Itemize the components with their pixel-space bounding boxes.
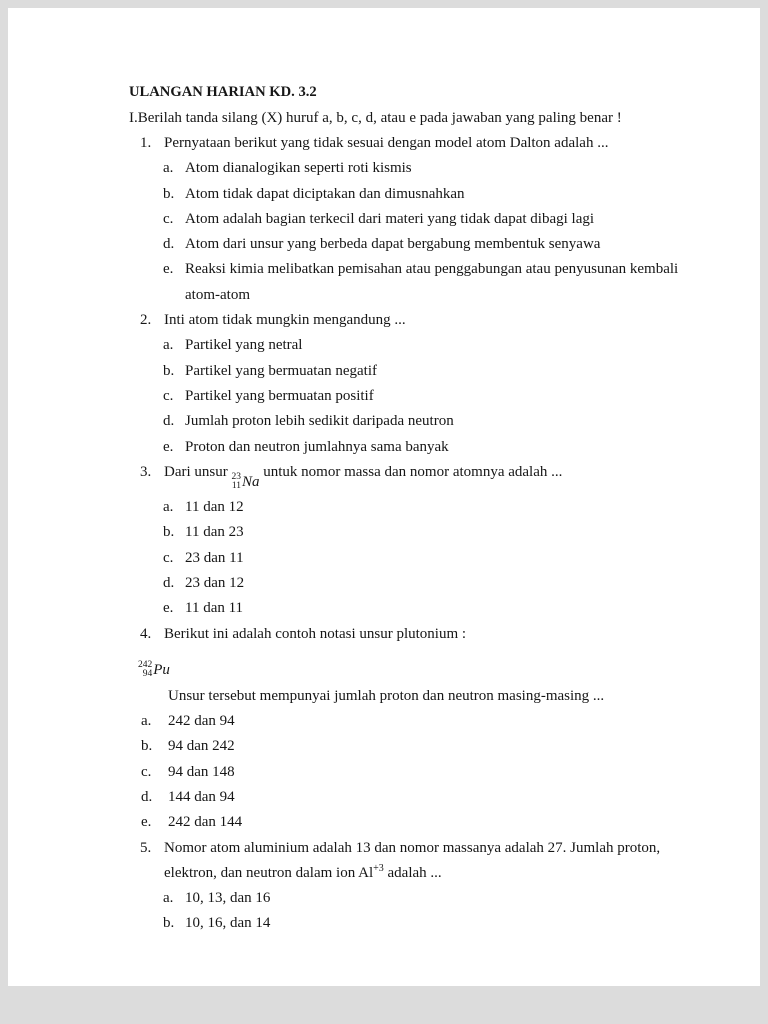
question-row [129,622,680,647]
question-row [129,460,680,495]
question-number: 5. [140,839,152,856]
option-letter: d. [163,236,175,253]
option-text: Partikel yang bermuatan positif [185,387,374,404]
option-row [129,734,680,759]
option-text: Atom dianalogikan seperti roti kismis [185,160,412,177]
question-number: 4. [140,625,152,642]
document-title: ULANGAN HARIAN KD. 3.2 [129,84,317,100]
option-letter: c. [141,763,152,780]
option-text: Reaksi kimia melibatkan pemisahan atau penggabungan atau penyusunan kembali atom-atom [185,261,679,303]
option-text: 11 dan 11 [185,600,244,617]
option-text: 23 dan 11 [185,549,244,566]
question-continuation: Unsur tersebut mempunyai jumlah proton dan neutron masing-masing ... [168,687,605,704]
option-letter: b. [141,738,153,755]
option-text: Atom adalah bagian terkecil dari materi yang tidak dapat dibagi lagi [185,210,595,227]
option-letter: a. [163,337,174,354]
option-letter: d. [163,413,175,430]
question-text: Dari unsur 23 11 Na untuk nomor massa dan nomor atomnya adalah ... [164,460,680,495]
option-row [129,207,680,232]
nuclide-stack [232,473,242,492]
option-letter: c. [163,387,174,404]
option-letter: a. [163,499,174,516]
option-letter: e. [141,814,152,831]
option-text: 94 dan 148 [168,763,235,780]
option-row [129,571,680,596]
mass-number: 242 [138,659,153,670]
mass-number: 23 [231,471,241,482]
option-text: Atom dari unsur yang berbeda dapat bergabung membentuk senyawa [185,236,601,253]
option-text: 10, 13, dan 16 [185,890,271,907]
option-row [129,232,680,257]
option-row [129,384,680,409]
atomic-number: 11 [231,481,241,492]
nuclide-notation [138,657,170,684]
option-letter: e. [163,438,174,455]
question-number: 2. [140,312,152,329]
option-text: 11 dan 12 [185,499,244,516]
option-letter: a. [141,713,152,730]
option-letter: d. [141,788,153,805]
question-item [129,308,680,460]
question-text: Nomor atom aluminium adalah 13 dan nomor massanya adalah 27. Jumlah proton, elektron, dan neutron dalam ion $Al^{+3}$ adalah ... [164,839,661,881]
question-item [129,460,680,622]
option-row [129,546,680,571]
question-item [129,131,680,308]
option-text: Jumlah proton lebih sedikit daripada neutron [185,413,454,430]
option-letter: a. [163,890,174,907]
question-list [129,131,680,937]
option-text: 10, 16, dan 14 [185,915,271,932]
option-row [129,886,680,911]
question-number: 1. [140,135,152,151]
option-letter: e. [163,600,174,617]
option-text: 242 dan 144 [168,814,243,831]
option-letter: c. [163,210,174,227]
option-text: 94 dan 242 [168,738,235,755]
question-number: 3. [140,463,152,480]
option-row [129,709,680,734]
option-row [129,495,680,520]
option-row [129,359,680,384]
option-letter: b. [163,524,175,541]
option-text: Partikel yang netral [185,337,303,354]
option-letter: c. [163,549,174,566]
option-text: 242 dan 94 [168,713,235,730]
nuclide-line [129,647,680,684]
document-content [8,8,760,937]
superscript-text: +3 [373,862,384,874]
question-item [129,836,680,937]
element-symbol: Pu [153,661,170,678]
option-row [129,182,680,207]
question-row [129,308,680,333]
question-row [129,836,680,887]
question-text: Pernyataan berikut yang tidak sesuai dengan model atom Dalton adalah ... [164,135,609,151]
option-row [129,785,680,810]
question-text: Berikut ini adalah contoh notasi unsur plutonium : [164,625,467,642]
option-row [129,760,680,785]
option-row [129,333,680,358]
option-letter: d. [163,574,175,591]
nuclide-stack [138,661,152,680]
option-letter: e. [163,261,174,278]
option-text: Atom tidak dapat diciptakan dan dimusnahkan [185,185,465,202]
nuclide-notation [232,470,260,495]
instruction-line: I.Berilah tanda silang (X) huruf a, b, c, d, atau e pada jawaban yang paling benar ! [129,110,622,126]
option-row [129,257,680,308]
option-text: Partikel yang bermuatan negatif [185,362,378,379]
option-text: 144 dan 94 [168,788,235,805]
option-row [129,409,680,434]
option-text: 23 dan 12 [185,574,245,591]
option-row [129,435,680,460]
option-text: Proton dan neutron jumlahnya sama banyak [185,438,449,455]
option-letter: b. [163,915,175,932]
option-row [129,520,680,545]
option-text: 11 dan 23 [185,524,244,541]
option-row [129,911,680,936]
atomic-number: 94 [142,669,153,680]
option-letter: b. [163,362,175,379]
question-item [129,622,680,836]
element-symbol: Na [242,473,260,490]
question-text: Inti atom tidak mungkin mengandung ... [164,312,406,329]
document-page [8,8,760,986]
option-row [129,810,680,835]
option-letter: a. [163,160,174,177]
option-letter: b. [163,185,175,202]
option-row [129,156,680,181]
question-row [129,131,680,156]
option-row [129,596,680,621]
